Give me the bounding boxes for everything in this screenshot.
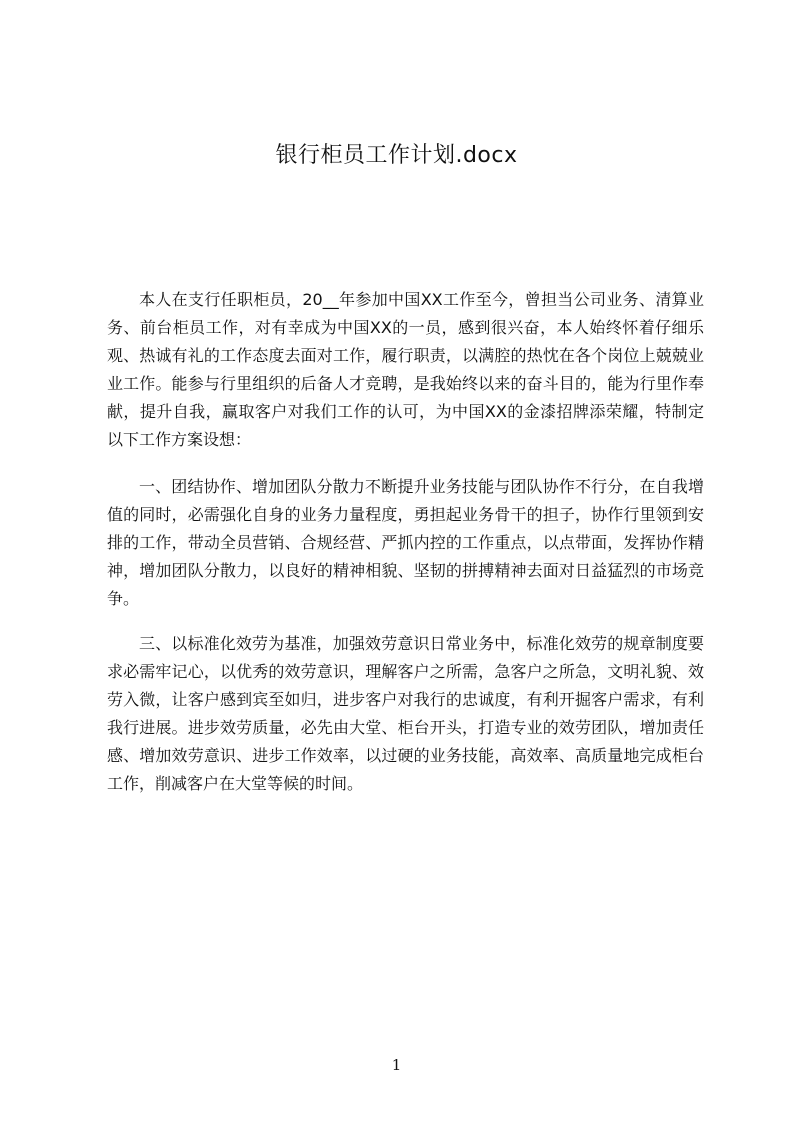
paragraph-teamwork: 一、团结协作、增加团队分散力不断提升业务技能与团队协作不行分，在自我增值的同时，必需强化自身的业务力量程度，勇担起业务骨干的担子，协作行里领到安排的工作，带动全员营销、合规经营、严抓内控的工作重点，以点带面，发挥协作精神，增加团队分散力，以良好的精神相貌、坚韧的拼搏精神去面对日益猛烈的市场竞争。 [107,477,704,608]
paragraph-intro: 本人在支行任职柜员，20__年参加中国XX工作至今，曾担当公司业务、清算业务、前台柜员工作，对有幸成为中国XX的一员，感到很兴奋，本人始终怀着仔细乐观、热诚有礼的工作态度去面对工作，履行职责，以满腔的热忱在各个岗位上兢兢业业工作。能参与行里组织的后备人才竞聘，是我始终以来的奋斗目的，能为行里作奉献，提升自我，赢取客户对我们工作的认可，为中国XX的金漆招牌添荣耀，特制定以下工作方案设想： [107,290,704,449]
document-title: 银行柜员工作计划.docx [275,143,518,168]
paragraph-service: 三、以标准化效劳为基准，加强效劳意识日常业务中，标准化效劳的规章制度要求必需牢记心，以优秀的效劳意识，理解客户之所需，急客户之所急，文明礼貌、效劳入微，让客户感到宾至如归，进步客户对我行的忠诚度，有利开掘客户需求，有利我行进展。进步效劳质量，必先由大堂、柜台开头，打造专业的效劳团队，增加责任感、增加效劳意识、进步工作效率，以过硬的业务技能，高效率、高质量地完成柜台工作，削减客户在大堂等候的时间。 [107,634,704,793]
page-number: 1 [391,1056,402,1074]
